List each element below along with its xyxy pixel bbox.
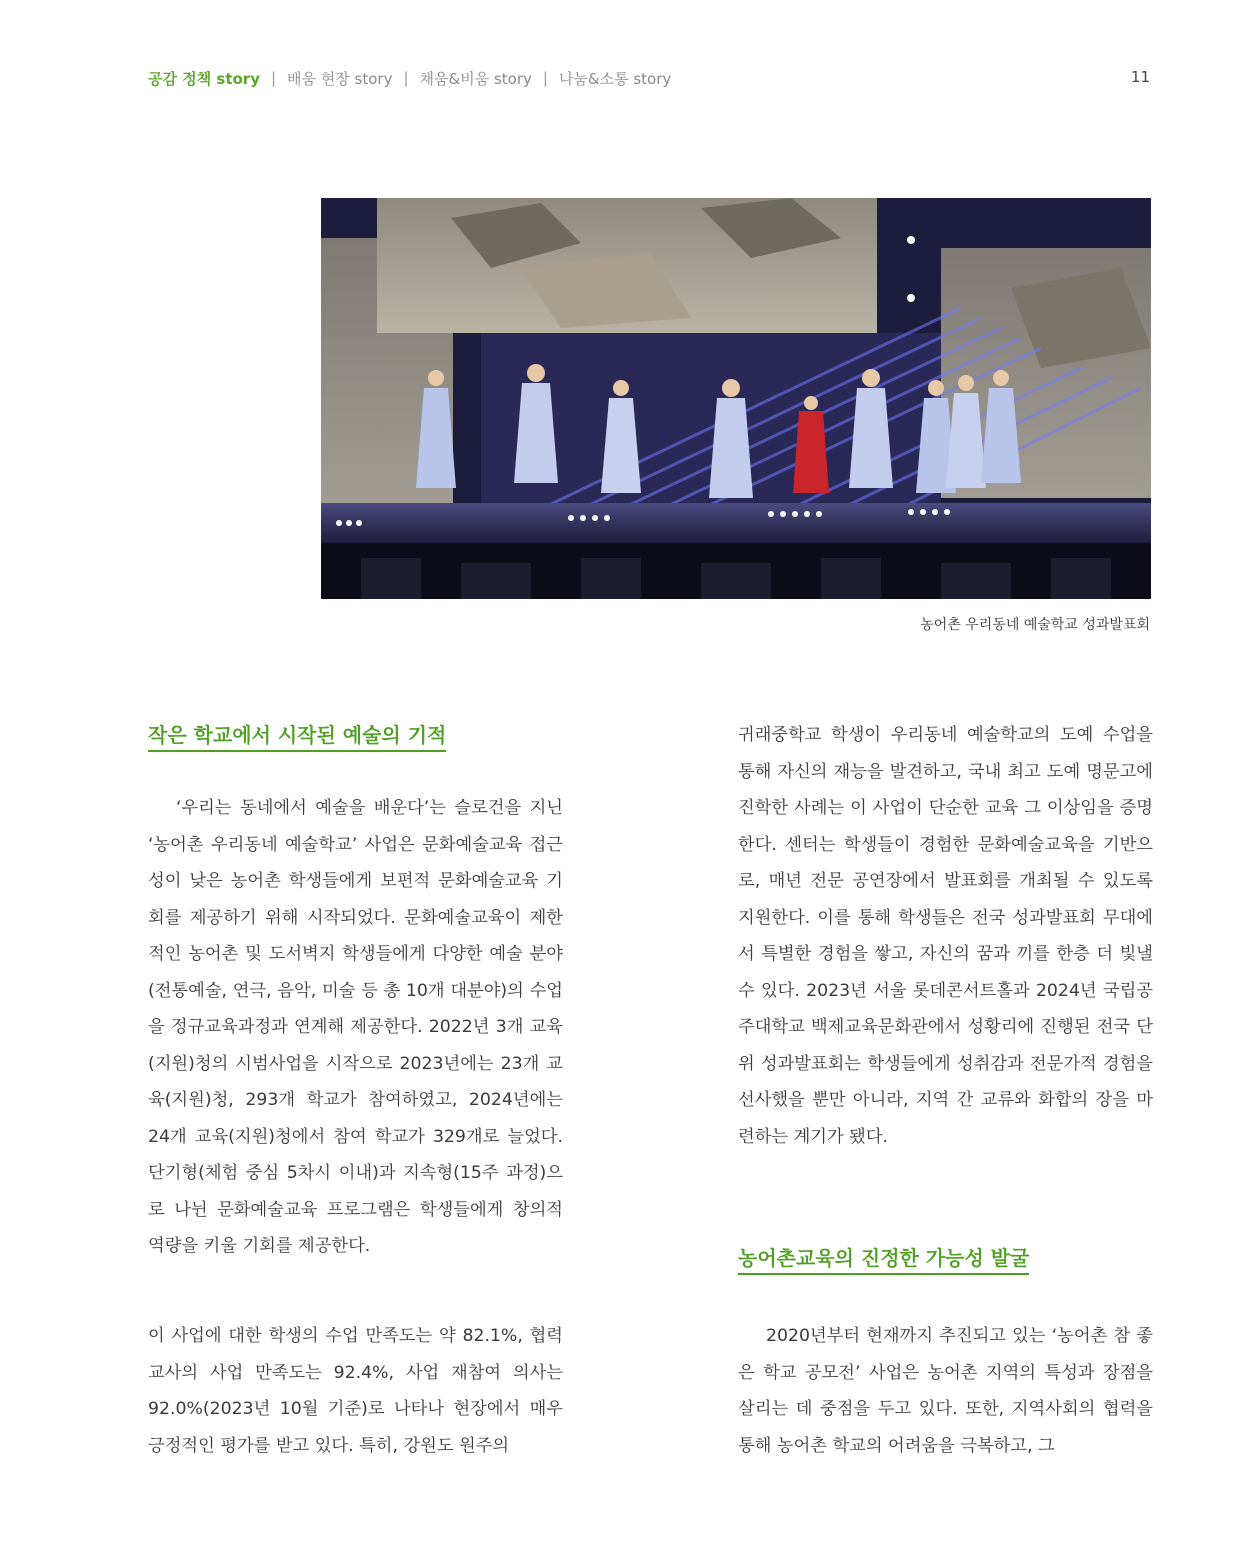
stage-illustration xyxy=(321,198,1151,599)
section2-text-column-right xyxy=(738,1318,1153,1464)
section-nav xyxy=(148,66,671,90)
nav-separator: | xyxy=(270,69,277,87)
nav-item-share-communicate-story[interactable]: 나눔&소통 story xyxy=(558,69,672,88)
section1-text-column-right xyxy=(738,717,1153,1155)
section2-paragraph-1: 2020년부터 현재까지 추진되고 있는 ‘농어촌 참 좋은 학교 공모전’ 사업은 농어촌 지역의 특성과 장점을 살리는 데 중점을 두고 있다. 또한, 지역사회의 협력을 통해 농어촌 학교의 어려움을 극복하고, 그 xyxy=(738,1326,1153,1456)
section1-paragraph-2: 이 사업에 대한 학생의 수업 만족도는 약 82.1%, 협력교사의 사업 만족도는 92.4%, 사업 재참여 의사는 92.0%(2023년 10월 기준)로 나타나 현장에서 매우 긍정적인 평가를 받고 있다. 특히, 강원도 원주의 xyxy=(148,1326,563,1456)
section1-paragraph-1: ‘우리는 동네에서 예술을 배운다’는 슬로건을 지닌 ‘농어촌 우리동네 예술학교’ 사업은 문화예술교육 접근성이 낮은 농어촌 학생들에게 보편적 문화예술교육 기회를 제공하기 위해 시작되었다. 문화예술교육이 제한적인 농어촌 및 도서벽지 학생들에게 다양한 예술 분야(전통예술, 연극, 음악, 미술 등 총 10개 대분야)의 수업을 정규교육과정과 연계해 제공한다. 2022년 3개 교육(지원)청의 시범사업을 시작으로 2023년에는 23개 교육(지원)청, 293개 학교가 참여하였고, 2024년에는 24개 교육(지원)청에서 참여 학교가 329개로 늘었다. 단기형(체험 중심 5차시 이내)과 지속형(15주 과정)으로 나뉜 문화예술교육 프로그램은 학생들에게 창의적 역량을 키울 기회를 제공한다. xyxy=(148,798,563,1256)
nav-item-policy-story[interactable]: 공감 정책 story xyxy=(148,69,260,88)
section-heading-small-school-art-miracle: 작은 학교에서 시작된 예술의 기적 xyxy=(148,719,446,752)
section1-text-column-left-continued xyxy=(148,1318,563,1464)
nav-item-fill-empty-story[interactable]: 채움&비움 story xyxy=(419,69,532,88)
nav-separator: | xyxy=(542,69,548,87)
nav-item-learning-story[interactable]: 배움 현장 story xyxy=(287,69,393,88)
section1-text-column-left xyxy=(148,790,563,1265)
section1-paragraph-3: 귀래중학교 학생이 우리동네 예술학교의 도예 수업을 통해 자신의 재능을 발견하고, 국내 최고 도예 명문고에 진학한 사례는 이 사업이 단순한 교육 그 이상임을 증명한다. 센터는 학생들이 경험한 문화예술교육을 기반으로, 매년 전문 공연장에서 발표회를 개최될 수 있도록 지원한다. 이를 통해 학생들은 전국 성과발표회 무대에서 특별한 경험을 쌓고, 자신의 꿈과 끼를 한층 더 빛낼 수 있다. 2023년 서울 롯데콘서트홀과 2024년 국립공주대학교 백제교육문화관에서 성황리에 진행된 전국 단위 성과발표회는 학생들에게 성취감과 전문가적 경험을 선사했을 뿐만 아니라, 지역 간 교류와 화합의 장을 마련하는 계기가 됐다. xyxy=(738,725,1153,1147)
nav-separator: | xyxy=(403,69,409,87)
photo-caption: 농어촌 우리동네 예술학교 성과발표회 xyxy=(920,617,1150,633)
section-heading-rural-education-potential: 농어촌교육의 진정한 가능성 발굴 xyxy=(738,1242,1029,1275)
performance-photo xyxy=(321,198,1151,599)
page-number: 11 xyxy=(1130,68,1150,86)
